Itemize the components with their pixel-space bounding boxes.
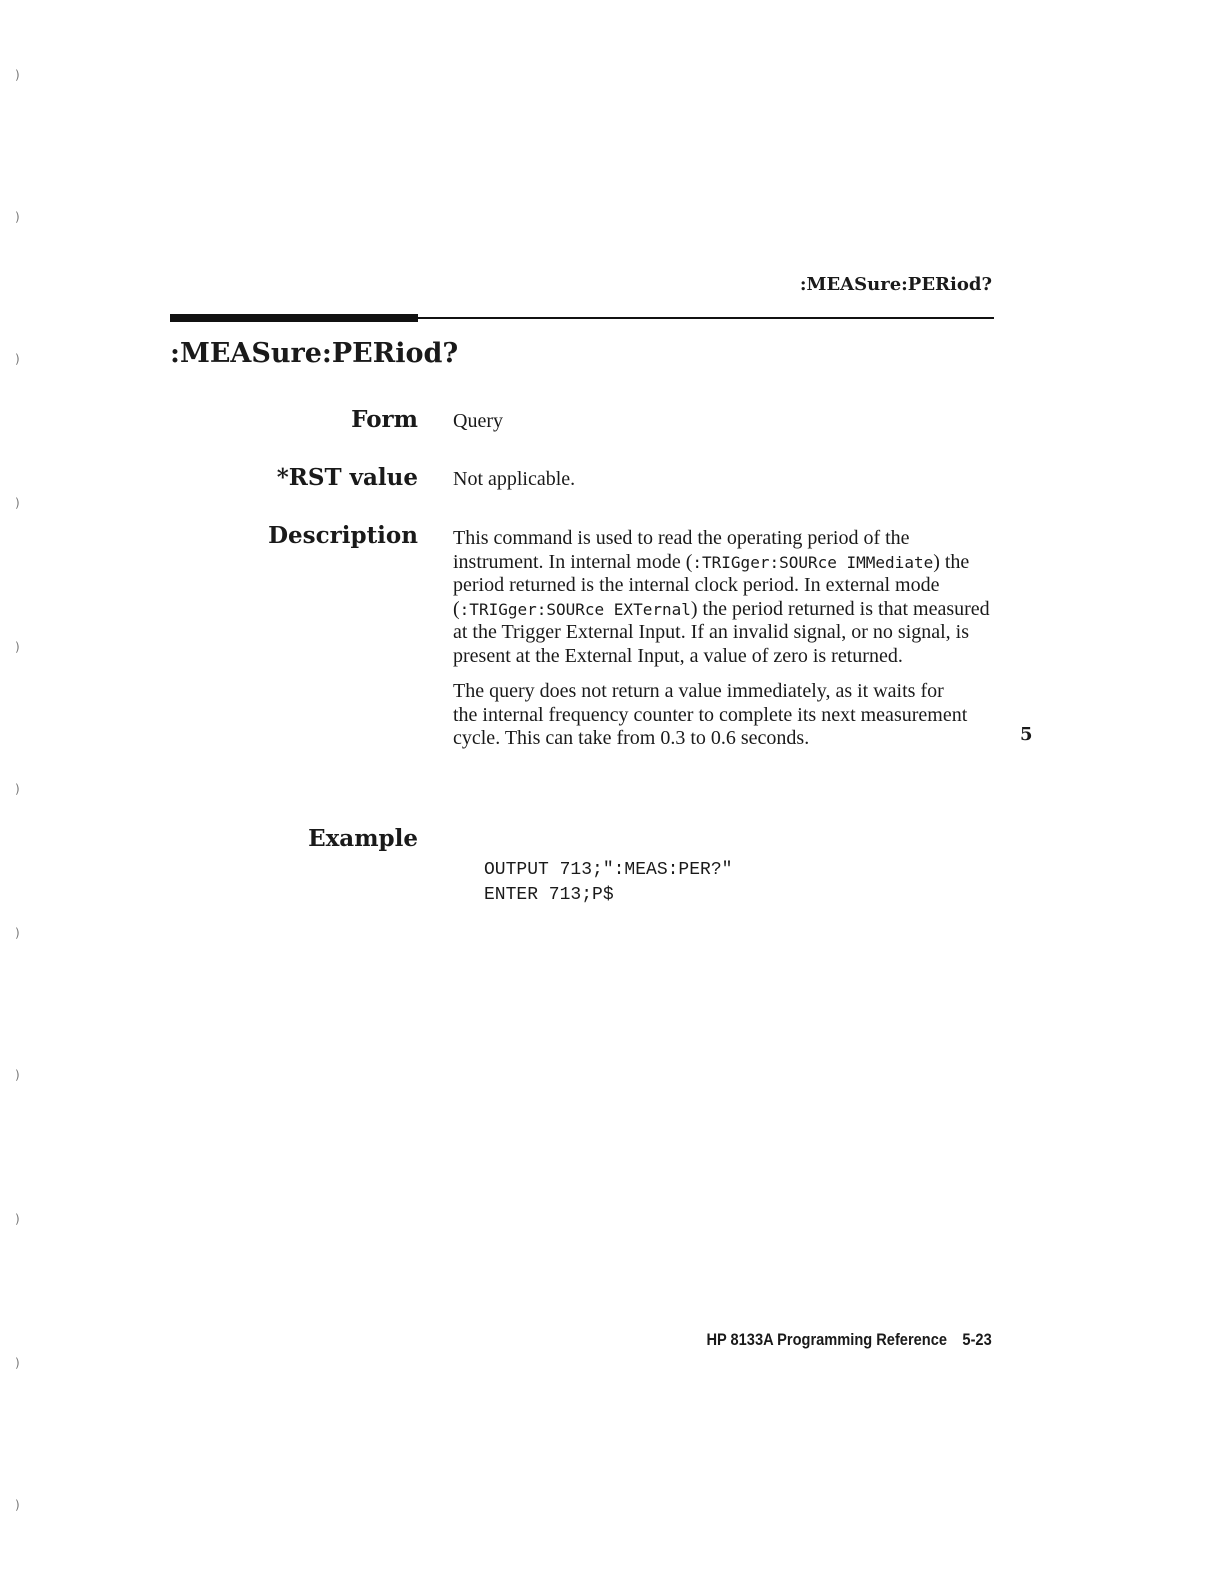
page-number: 5-23 bbox=[962, 1330, 992, 1349]
code-line: OUTPUT 713;":MEAS:PER?" bbox=[484, 860, 733, 880]
description-paragraph-2: The query does not return a value immediately, as it waits for the internal frequency counter to complete its next measurement cycle. This can take from 0.3 to 0.6 seconds. bbox=[453, 680, 968, 749]
binding-mark: ) bbox=[15, 1212, 20, 1226]
binding-mark: ) bbox=[15, 640, 20, 654]
description-text: This command is used to read the operating period of the instrument. In internal mode ( bbox=[453, 527, 910, 573]
footer-reference: HP 8133A Programming Reference bbox=[706, 1330, 948, 1349]
binding-mark: ) bbox=[15, 68, 20, 82]
binding-mark: ) bbox=[15, 496, 20, 510]
running-header: :MEASure:PERiod? bbox=[799, 274, 992, 295]
binding-mark: ) bbox=[15, 782, 20, 796]
description-label: Description bbox=[268, 522, 418, 549]
rst-value: Not applicable. bbox=[453, 468, 576, 490]
header-rule-accent bbox=[170, 314, 418, 322]
page-footer bbox=[707, 1330, 992, 1350]
form-label: Form bbox=[351, 406, 418, 433]
description-body bbox=[453, 527, 1001, 751]
binding-mark: ) bbox=[15, 1068, 20, 1082]
description-text: ) the period returned is the internal clock period. In external mode ( bbox=[453, 550, 970, 620]
binding-mark: ) bbox=[15, 1498, 20, 1512]
binding-mark: ) bbox=[15, 210, 20, 224]
form-value: Query bbox=[453, 410, 503, 432]
binding-mark: ) bbox=[15, 352, 20, 366]
rst-label: *RST value bbox=[276, 464, 418, 491]
binding-mark: ) bbox=[15, 1356, 20, 1370]
chapter-tab-marker: 5 bbox=[1020, 724, 1033, 745]
example-label: Example bbox=[308, 825, 418, 852]
binding-mark: ) bbox=[15, 926, 20, 940]
description-text: ) the period returned is that measured at the Trigger External Input. If an invalid signal, or no signal, is present at the External Input, a value of zero is returned. bbox=[453, 597, 990, 667]
command-inline: :TRIGger:SOURce EXTernal bbox=[459, 599, 691, 619]
command-inline: :TRIGger:SOURce IMMediate bbox=[692, 552, 934, 572]
code-line: ENTER 713;P$ bbox=[484, 885, 614, 905]
description-paragraph-1 bbox=[453, 527, 1001, 668]
page-title: :MEASure:PERiod? bbox=[170, 338, 459, 369]
example-code bbox=[484, 858, 732, 908]
